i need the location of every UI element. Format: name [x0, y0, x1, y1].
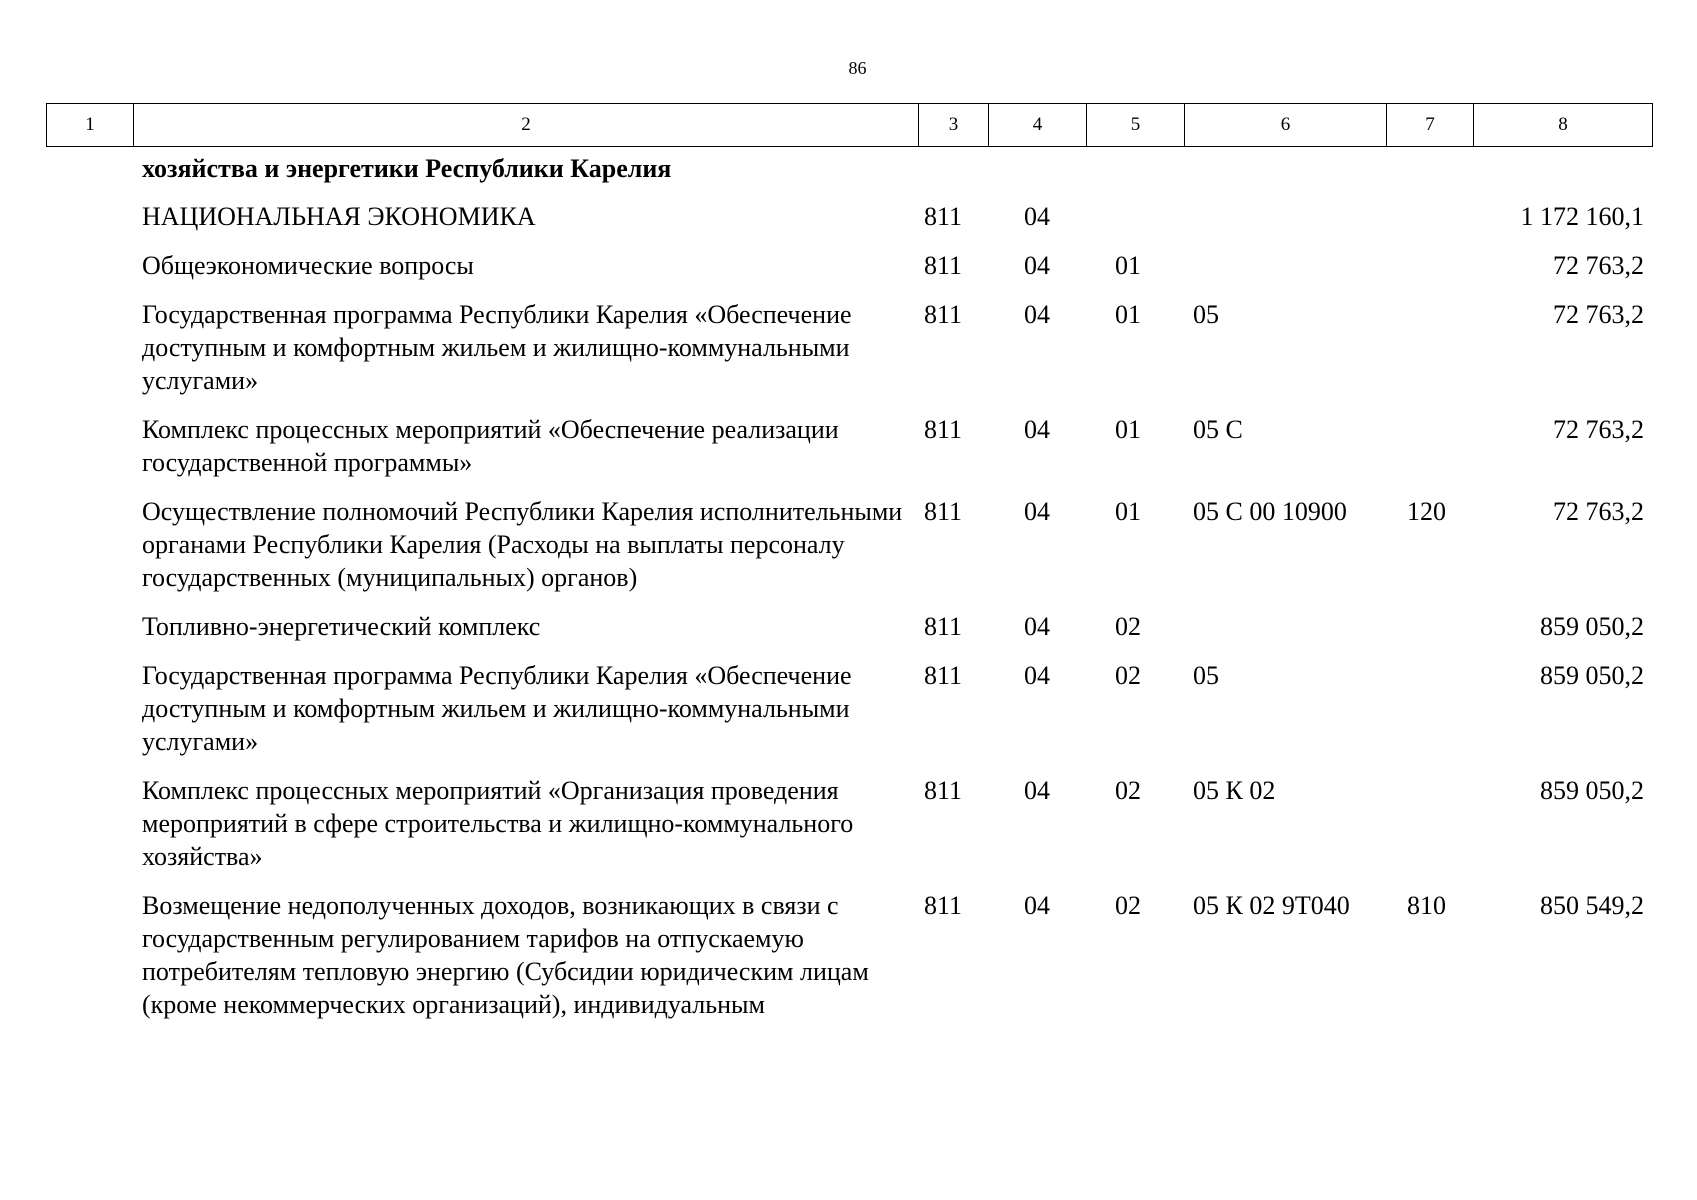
row-c4-cell: 04 — [1024, 202, 1050, 231]
row-c5-cell: 02 — [1115, 661, 1141, 690]
table-row — [46, 249, 1652, 298]
row-c3-cell: 811 — [924, 776, 963, 805]
row-c5-cell: 01 — [1115, 251, 1141, 280]
row-c7-cell — [1386, 249, 1473, 298]
row-c7-cell — [1386, 774, 1473, 889]
section-title: хозяйства и энергетики Республики Карелия — [142, 154, 672, 183]
row-c3-cell: 811 — [924, 251, 963, 280]
row-c4-cell: 04 — [1024, 300, 1050, 329]
row-c8-cell: 859 050,2 — [1540, 776, 1644, 805]
column-number-header — [46, 103, 1653, 147]
row-c3-cell: 811 — [924, 202, 963, 231]
header-cell-2: 2 — [134, 104, 919, 147]
row-c5-cell: 01 — [1115, 497, 1141, 526]
row-c8-cell: 1 172 160,1 — [1520, 202, 1644, 231]
table-row — [46, 495, 1652, 610]
row-c3-cell: 811 — [924, 415, 963, 444]
row-c4-cell: 04 — [1024, 497, 1050, 526]
row-c6-cell: 05 С 00 10900 — [1193, 497, 1347, 526]
row-c7-cell: 120 — [1407, 497, 1446, 526]
row-c6-cell: 05 К 02 9Т040 — [1193, 891, 1350, 920]
header-cell-1: 1 — [47, 104, 134, 147]
row-c8-cell: 72 763,2 — [1553, 497, 1644, 526]
section-title-row — [46, 152, 1652, 200]
row-name: НАЦИОНАЛЬНАЯ ЭКОНОМИКА — [142, 202, 536, 231]
page-number: 86 — [848, 58, 867, 78]
row-c6-cell — [1184, 249, 1386, 298]
table-row — [46, 889, 1652, 1037]
row-name: Комплекс процессных мероприятий «Организация проведения мероприятий в сфере строительства и жилищно-коммунального хозяйства» — [142, 776, 854, 871]
row-c6-cell: 05 К 02 — [1193, 776, 1276, 805]
row-c8-cell: 72 763,2 — [1553, 251, 1644, 280]
row-name: Комплекс процессных мероприятий «Обеспечение реализации государственной программы» — [142, 415, 839, 477]
row-c5-cell: 02 — [1115, 612, 1141, 641]
row-name: Осуществление полномочий Республики Карелия исполнительными органами Республики Карелия (Расходы на выплаты персоналу государственных (муниципальных) органов) — [142, 497, 903, 592]
row-c6-cell: 05 — [1193, 300, 1219, 329]
row-name: Общеэкономические вопросы — [142, 251, 474, 280]
header-cell-7: 7 — [1387, 104, 1474, 147]
row-c4-cell: 04 — [1024, 415, 1050, 444]
row-c5-cell: 02 — [1115, 891, 1141, 920]
row-c8-cell: 72 763,2 — [1553, 415, 1644, 444]
row-c7-cell — [1386, 413, 1473, 495]
row-c6-cell — [1184, 200, 1386, 249]
row-c4-cell: 04 — [1024, 612, 1050, 641]
row-c8-cell: 72 763,2 — [1553, 300, 1644, 329]
row-c7-cell — [1386, 610, 1473, 659]
table-row — [46, 413, 1652, 495]
budget-table — [46, 152, 1652, 1037]
header-cell-4: 4 — [989, 104, 1087, 147]
row-c4-cell: 04 — [1024, 891, 1050, 920]
header-cell-6: 6 — [1185, 104, 1387, 147]
table-row — [46, 774, 1652, 889]
header-row — [47, 104, 1653, 147]
row-c3-cell: 811 — [924, 891, 963, 920]
row-name: Государственная программа Республики Карелия «Обеспечение доступным и комфортным жильем и жилищно-коммунальными услугами» — [142, 661, 852, 756]
row-name: Топливно-энергетический комплекс — [142, 612, 541, 641]
row-c5-cell: 02 — [1115, 776, 1141, 805]
row-c3-cell: 811 — [924, 300, 963, 329]
table-row — [46, 298, 1652, 413]
row-c7-cell — [1386, 200, 1473, 249]
row-c7-cell — [1386, 659, 1473, 774]
header-cell-3: 3 — [919, 104, 989, 147]
row-c4-cell: 04 — [1024, 251, 1050, 280]
row-c6-cell: 05 С — [1193, 415, 1243, 444]
row-c8-cell: 859 050,2 — [1540, 661, 1644, 690]
row-c3-cell: 811 — [924, 612, 963, 641]
row-c5-cell: 01 — [1115, 415, 1141, 444]
row-c5-cell: 01 — [1115, 300, 1141, 329]
header-cell-8: 8 — [1474, 104, 1653, 147]
row-c4-cell: 04 — [1024, 661, 1050, 690]
row-c4-cell: 04 — [1024, 776, 1050, 805]
row-c5-cell — [1086, 200, 1184, 249]
row-c3-cell: 811 — [924, 661, 963, 690]
table-row — [46, 659, 1652, 774]
row-name: Возмещение недополученных доходов, возникающих в связи с государственным регулированием тарифов на отпускаемую потребителям тепловую энергию (Субсидии юридическим лицам (кроме некоммерческих организаций), индивидуальным — [142, 891, 869, 1019]
row-c8-cell: 859 050,2 — [1540, 612, 1644, 641]
header-cell-5: 5 — [1087, 104, 1185, 147]
row-c8-cell: 850 549,2 — [1540, 891, 1644, 920]
row-c3-cell: 811 — [924, 497, 963, 526]
row-name: Государственная программа Республики Карелия «Обеспечение доступным и комфортным жильем и жилищно-коммунальными услугами» — [142, 300, 852, 395]
table-row — [46, 610, 1652, 659]
row-c7-cell — [1386, 298, 1473, 413]
row-c6-cell: 05 — [1193, 661, 1219, 690]
table-row — [46, 200, 1652, 249]
row-c6-cell — [1184, 610, 1386, 659]
row-c7-cell: 810 — [1407, 891, 1446, 920]
